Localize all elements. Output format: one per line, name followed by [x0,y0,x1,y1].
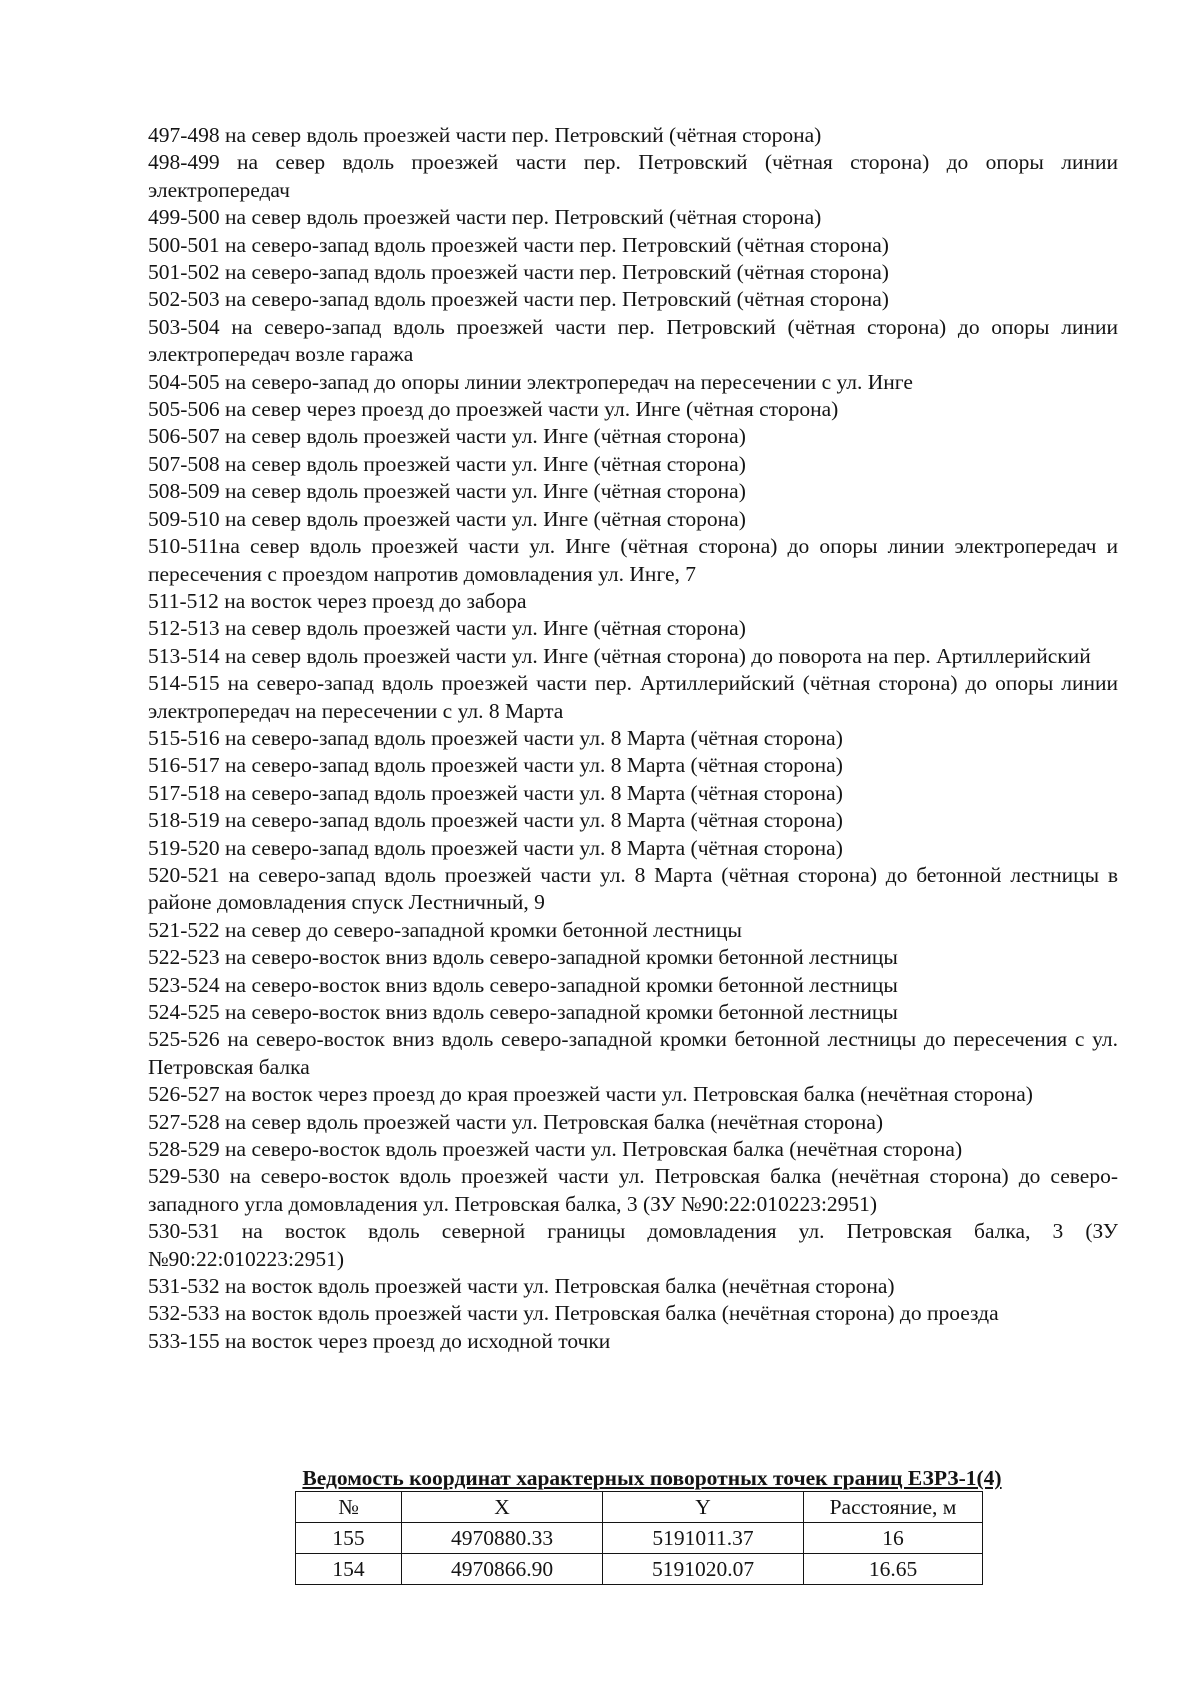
boundary-segment: 503-504 на северо-запад вдоль проезжей части пер. Петровский (чётная сторона) до опоры линии электропередач возле гаража [148,314,1118,367]
boundary-segment: 530-531 на восток вдоль северной границы домовладения ул. Петровская балка, 3 (ЗУ №90:22:010223:2951) [148,1219,1118,1271]
boundary-segment: 516-517 на северо-запад вдоль проезжей части ул. 8 Марта (чётная сторона) [148,753,843,778]
cell-distance: 16.65 [804,1554,983,1585]
boundary-segment: 499-500 на север вдоль проезжей части пер. Петровский (чётная сторона) [148,205,822,230]
cell-distance: 16 [804,1523,983,1554]
boundary-segment: 506-507 на север вдоль проезжей части ул. Инге (чётная сторона) [148,424,746,449]
boundary-segment: 518-519 на северо-запад вдоль проезжей части ул. 8 Марта (чётная сторона) [148,808,843,833]
boundary-segment: 532-533 на восток вдоль проезжей части ул. Петровская балка (нечётная сторона) до проезда [148,1301,999,1326]
boundary-segment: 497-498 на север вдоль проезжей части пер. Петровский (чётная сторона) [148,123,822,147]
boundary-segment: 525-526 на северо-восток вниз вдоль северо-западной кромки бетонной лестницы до пересечения с ул. Петровская балка [148,1027,1118,1079]
boundary-segment: 500-501 на северо-запад вдоль проезжей части пер. Петровский (чётная сторона) [148,232,889,257]
boundary-segment: 511-512 на восток через проезд до забора [148,588,527,613]
boundary-segment: 531-532 на восток вдоль проезжей части ул. Петровская балка (нечётная сторона) [148,1274,895,1299]
boundary-segment: 501-502 на северо-запад вдоль проезжей части пер. Петровский (чётная сторона) [148,260,889,285]
boundary-segment: 507-508 на север вдоль проезжей части ул. Инге (чётная сторона) [148,451,746,476]
boundary-segment: 508-509 на север вдоль проезжей части ул. Инге (чётная сторона) [148,479,746,504]
header-distance: Расстояние, м [804,1492,983,1523]
cell-x: 4970880.33 [402,1523,603,1554]
boundary-segment: 519-520 на северо-запад вдоль проезжей части ул. 8 Марта (чётная сторона) [148,835,843,860]
cell-number: 154 [296,1554,402,1585]
boundary-segment: 509-510 на север вдоль проезжей части ул. Инге (чётная сторона) [148,506,746,531]
boundary-segment: 514-515 на северо-запад вдоль проезжей части пер. Артиллерийский (чётная сторона) до опоры линии электропередач на пересечении с ул. 8 Марта [148,671,1118,723]
boundary-segment: 510-511на север вдоль проезжей части ул. Инге (чётная сторона) до опоры линии электропередач и пересечения с проездом напротив домовладения ул. Инге, 7 [148,534,1118,586]
coordinates-table [295,1491,983,1585]
cell-y: 5191020.07 [603,1554,804,1585]
boundary-segment: 504-505 на северо-запад до опоры линии электропередач на пересечении с ул. Инге [148,369,913,394]
table-row [296,1523,983,1554]
boundary-segment: 498-499 на север вдоль проезжей части пер. Петровский (чётная сторона) до опоры линии электропередач [148,150,1118,202]
boundary-segment: 502-503 на северо-запад вдоль проезжей части пер. Петровский (чётная сторона) [148,287,889,312]
table-title: Ведомость координат характерных поворотных точек границ ЕЗРЗ-1(4) [302,1466,1002,1490]
table-row [296,1554,983,1585]
boundary-segment: 522-523 на северо-восток вниз вдоль северо-западной кромки бетонной лестницы [148,945,898,970]
boundary-segment: 529-530 на северо-восток вдоль проезжей части ул. Петровская балка (нечётная сторона) до северо-западного угла домовладения ул. Петровская балка, 3 (ЗУ №90:22:010223:2951) [148,1164,1118,1216]
boundary-segment: 523-524 на северо-восток вниз вдоль северо-западной кромки бетонной лестницы [148,972,898,997]
boundary-segment: 513-514 на север вдоль проезжей части ул. Инге (чётная сторона) до поворота на пер. Артиллерийский [148,643,1091,668]
boundary-segment: 520-521 на северо-запад вдоль проезжей части ул. 8 Марта (чётная сторона) до бетонной лестницы в районе домовладения спуск Лестничный, 9 [148,862,1118,915]
cell-x: 4970866.90 [402,1554,603,1585]
boundary-segment: 528-529 на северо-восток вдоль проезжей части ул. Петровская балка (нечётная сторона) [148,1137,963,1162]
header-x: X [402,1492,603,1523]
boundary-segment: 512-513 на север вдоль проезжей части ул. Инге (чётная сторона) [148,616,746,641]
boundary-segment: 526-527 на восток через проезд до края проезжей части ул. Петровская балка (нечётная сторона) [148,1082,1033,1107]
boundary-segment: 533-155 на восток через проезд до исходной точки [148,1328,611,1353]
boundary-segment: 517-518 на северо-запад вдоль проезжей части ул. 8 Марта (чётная сторона) [148,780,843,805]
boundary-segment: 527-528 на север вдоль проезжей части ул. Петровская балка (нечётная сторона) [148,1109,884,1134]
boundary-segment: 521-522 на север до северо-западной кромки бетонной лестницы [148,917,742,942]
cell-number: 155 [296,1523,402,1554]
boundary-segment: 515-516 на северо-запад вдоль проезжей части ул. 8 Марта (чётная сторона) [148,725,843,750]
header-number: № [296,1492,402,1523]
header-y: Y [603,1492,804,1523]
cell-y: 5191011.37 [603,1523,804,1554]
boundary-description [148,122,1118,1355]
boundary-segment: 505-506 на север через проезд до проезжей части ул. Инге (чётная сторона) [148,397,839,422]
boundary-segment: 524-525 на северо-восток вниз вдоль северо-западной кромки бетонной лестницы [148,1000,898,1024]
table-header-row [296,1492,983,1523]
